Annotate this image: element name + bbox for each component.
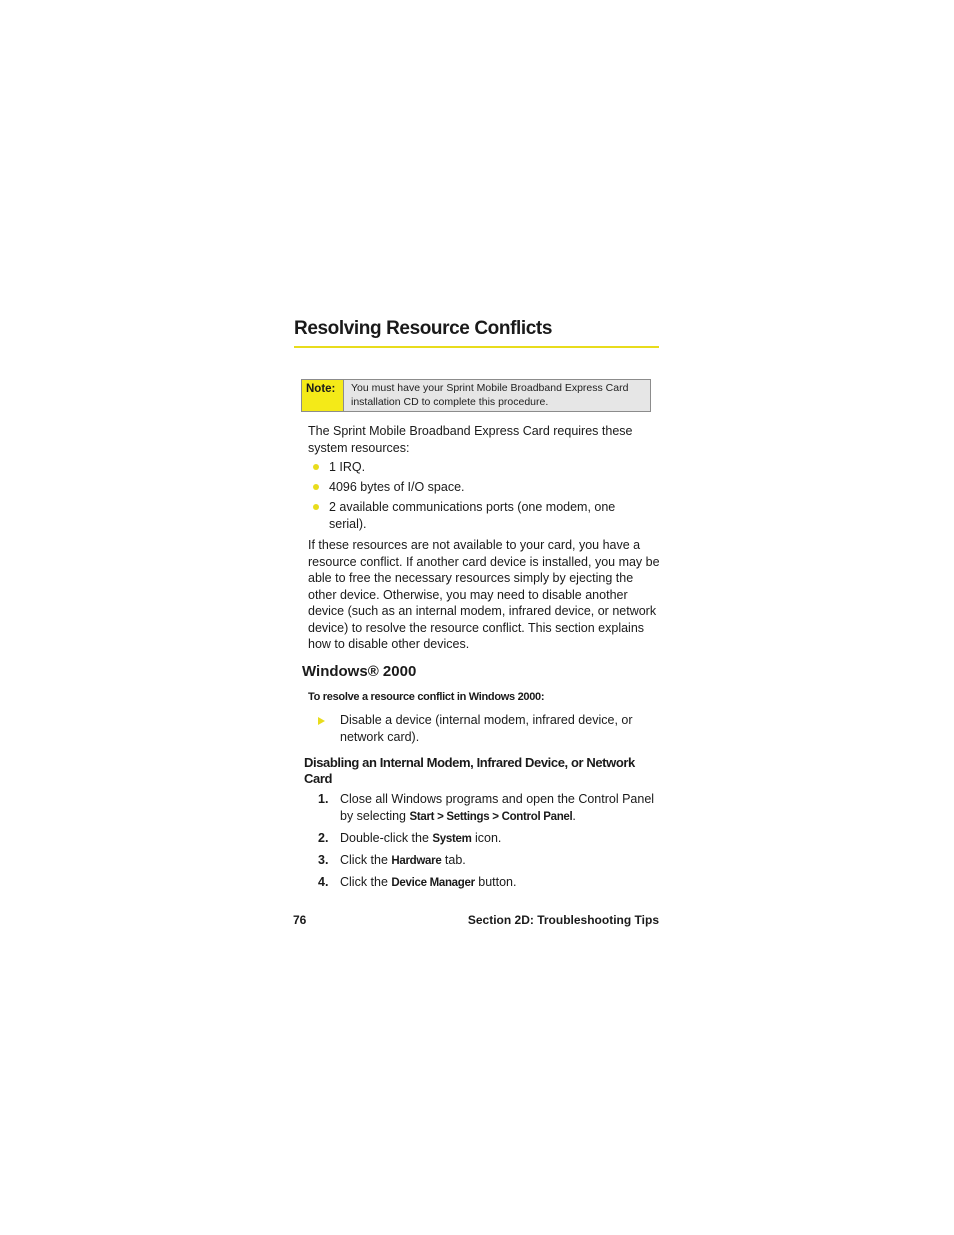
step-text-pre: Double-click the [340,830,433,845]
step-number: 2. [318,830,329,845]
disable-heading: Disabling an Internal Modem, Infrared Device, or Network Card [304,755,635,786]
list-item [312,479,642,496]
list-item [312,459,642,476]
resource-list [312,459,642,536]
step-text-post: tab. [441,852,466,867]
step-text-pre: Click the [340,852,392,867]
list-item [318,852,663,870]
note-text: You must have your Sprint Mobile Broadband Express Card installation CD to complete this procedure. [344,380,650,411]
bullet-icon [313,484,319,490]
step-number: 3. [318,852,329,867]
list-item [318,874,663,892]
ui-term: System [432,832,472,845]
step-text-post: button. [474,874,517,889]
list-item [318,791,663,825]
ui-term: Hardware [391,854,442,867]
page-number: 76 [293,913,307,927]
page-title: Resolving Resource Conflicts [294,318,553,339]
list-item [312,499,642,532]
resource-item-text: 1 IRQ. [329,460,366,474]
step-text-post: icon. [471,830,502,845]
ui-term: Device Manager [391,876,475,889]
step-text-pre: Click the [340,874,392,889]
procedure-step [318,712,653,745]
title-underline [294,346,659,348]
ui-term: Start > Settings > Control Panel [409,810,573,823]
procedure-label: To resolve a resource conflict in Windows 2000: [308,691,545,703]
step-number: 1. [318,792,329,806]
procedure-step-text: Disable a device (internal modem, infrared device, or network card). [340,713,633,744]
resource-item-text: 2 available communications ports (one modem, one serial). [329,500,616,531]
intro-paragraph: The Sprint Mobile Broadband Express Card requires these system resources: [308,424,633,455]
resource-item-text: 4096 bytes of I/O space. [329,480,465,494]
conflict-paragraph: If these resources are not available to your card, you have a resource conflict. If another card device is installed, you may be able to free the necessary resources simply by ejecting the other device. Otherwise, you may need to disable another device (such as an internal modem, infrared device, or network device) to resolve the resource conflict. This section explains how to disable other devices. [308,538,660,651]
step-text-pre: Close all Windows programs and open the Control Panel by selecting [340,792,655,823]
section-footer: Section 2D: Troubleshooting Tips [467,913,659,927]
note-box [301,379,651,412]
steps-list [318,791,663,896]
bullet-icon [313,504,319,510]
step-text-post: . [572,808,576,823]
windows-heading: Windows® 2000 [302,663,417,680]
arrow-right-icon [318,717,325,725]
step-number: 4. [318,874,329,889]
list-item [318,830,663,848]
note-label: Note: [302,380,344,411]
bullet-icon [313,464,319,470]
